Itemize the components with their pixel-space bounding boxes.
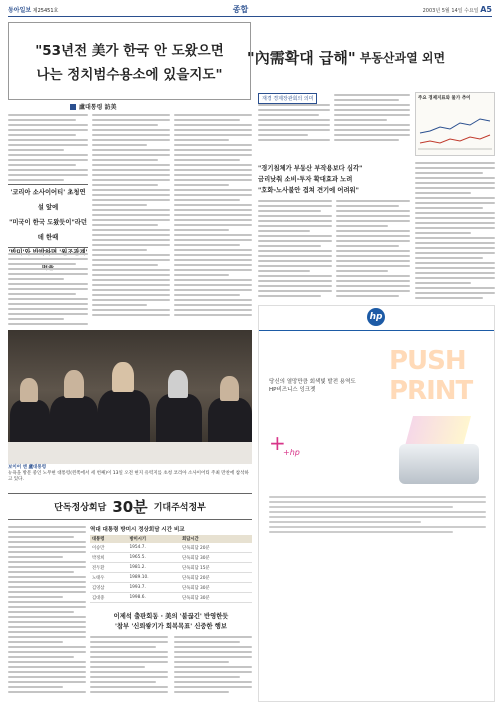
table-title: 역대 대통령 방미시 정상회담 시간 비교 [90, 527, 185, 533]
ad-push-print: PUSH PRINT [389, 346, 473, 406]
left-body-col2 [92, 114, 170, 319]
summit-sub-line1: 이제석 출판회동 · 美의 '불끊긴' 반영한듯 [113, 613, 229, 620]
table-row: 전두환 1981.2. 단독회담 15분 [90, 563, 252, 573]
summit-headline-small: 단독정상회담 [54, 503, 107, 513]
chart-title: 주요 경제지표와 물가 추이 [418, 96, 471, 101]
table-row: 이승만 1954.7. 단독회담 20분 [90, 543, 252, 553]
ad-body-text [269, 496, 486, 536]
ad-copy-line1: 당신의 열망만큼 회색빛 발전 용역도 [269, 379, 356, 385]
right-sub-line3: "호화-노사불안 겹쳐 견기에 어려워" [258, 187, 359, 194]
page-number: A5 [480, 5, 492, 14]
right-headline-quote: "內需확대 급해" [246, 49, 356, 67]
table-row: 노태우 1989.10. 단독회담 20분 [90, 573, 252, 583]
right-article-tag: 재경 경제장관회의 의미 [258, 93, 317, 104]
summit-table-box [90, 525, 252, 607]
byline-text: 盧대통령 訪美 [79, 104, 117, 111]
ad-plus-hp: +hp [283, 448, 300, 457]
table-row: 김영삼 1993.7. 단독회담 30분 [90, 583, 252, 593]
section-name: 종합 [232, 5, 249, 14]
right-sub-line2: 금리낮춰 소비-투자 확대효과 노려 [258, 176, 353, 183]
issue-number: 제25451호 [32, 8, 59, 14]
summit-sub-line2: '참부 '신뢰쌓기가 회복목표' 신중한 행보 [115, 623, 227, 630]
chart-graphic [416, 103, 494, 155]
left-body-col1b [8, 253, 88, 328]
printer-image [399, 444, 479, 484]
ad-copy [269, 378, 356, 394]
ad-copy-line2: HP비즈니스 잉크젯 [269, 387, 316, 393]
left-byline [70, 102, 116, 111]
left-headline-line2: 나는 정치범수용소에 있을지도" [36, 67, 223, 83]
masthead-right [423, 5, 492, 14]
summit-body-col1 [8, 526, 86, 696]
left-body-col1 [8, 114, 88, 184]
sub-line2: "미국이 한국 도왔듯이"라던데 한때 [9, 219, 87, 241]
table-row: 김대중 1998.6. 단독회담 30분 [90, 593, 252, 603]
right-body-col1 [258, 104, 330, 144]
summit-headline-tail: 기대주석정부 [153, 503, 206, 513]
ad-divider [259, 330, 494, 331]
table-row: 박정희 1965.5. 단독회담 30분 [90, 553, 252, 563]
masthead [8, 3, 492, 17]
table-header: 회담시간 [180, 535, 252, 543]
summit-body-col2 [90, 636, 168, 696]
right-subheadline [258, 163, 408, 196]
caption-text: 뉴욕을 방문 중인 노무현 대통령(왼쪽에서 세 번째)이 13일 오전 현지 유력지를 초청 코리아 소사이어티 주최 만찬에 참석하고 있다. [8, 471, 249, 482]
right-headline-rest: 부동산과열 외면 [359, 51, 446, 65]
byline-marker-icon [70, 104, 76, 110]
left-body-col3 [174, 114, 252, 319]
right-body-col3 [415, 162, 495, 302]
right-headline [230, 30, 462, 85]
summit-headline [8, 493, 252, 520]
summit-headline-big: 30분 [112, 498, 148, 516]
caption-label: 보이어 앤 盧대통령 [8, 465, 47, 470]
photo-caption [8, 465, 252, 483]
issue-date: 2003년 5월 14일 수요일 [422, 8, 479, 14]
sub-line1: '코리아 소사이어티' 초청연설 앞에 [10, 189, 86, 211]
right-body-col1b [258, 200, 332, 300]
right-body-col2b [336, 200, 410, 300]
left-subheadline [8, 184, 88, 248]
left-headline [8, 22, 251, 100]
ad-print-paper [405, 416, 471, 446]
economy-chart [415, 92, 495, 156]
table-header: 방미시기 [127, 535, 180, 543]
summit-table [90, 535, 252, 603]
ad-plus-mark: + [269, 431, 286, 455]
right-sub-line1: "경기침체가 부동산 부작용보다 심각" [258, 165, 363, 172]
summit-body-col3 [174, 636, 252, 696]
paper-name: 동아일보 [8, 7, 32, 14]
news-photo [8, 330, 252, 464]
table-header: 대통령 [90, 535, 127, 543]
right-body-col2 [334, 94, 410, 144]
hp-logo-icon: hp [367, 308, 385, 326]
hp-advertisement [258, 305, 495, 702]
left-headline-line1: "53년전 美가 한국 안 도왔으면 [35, 43, 224, 59]
summit-subheadline [90, 612, 252, 632]
masthead-left [8, 5, 58, 14]
